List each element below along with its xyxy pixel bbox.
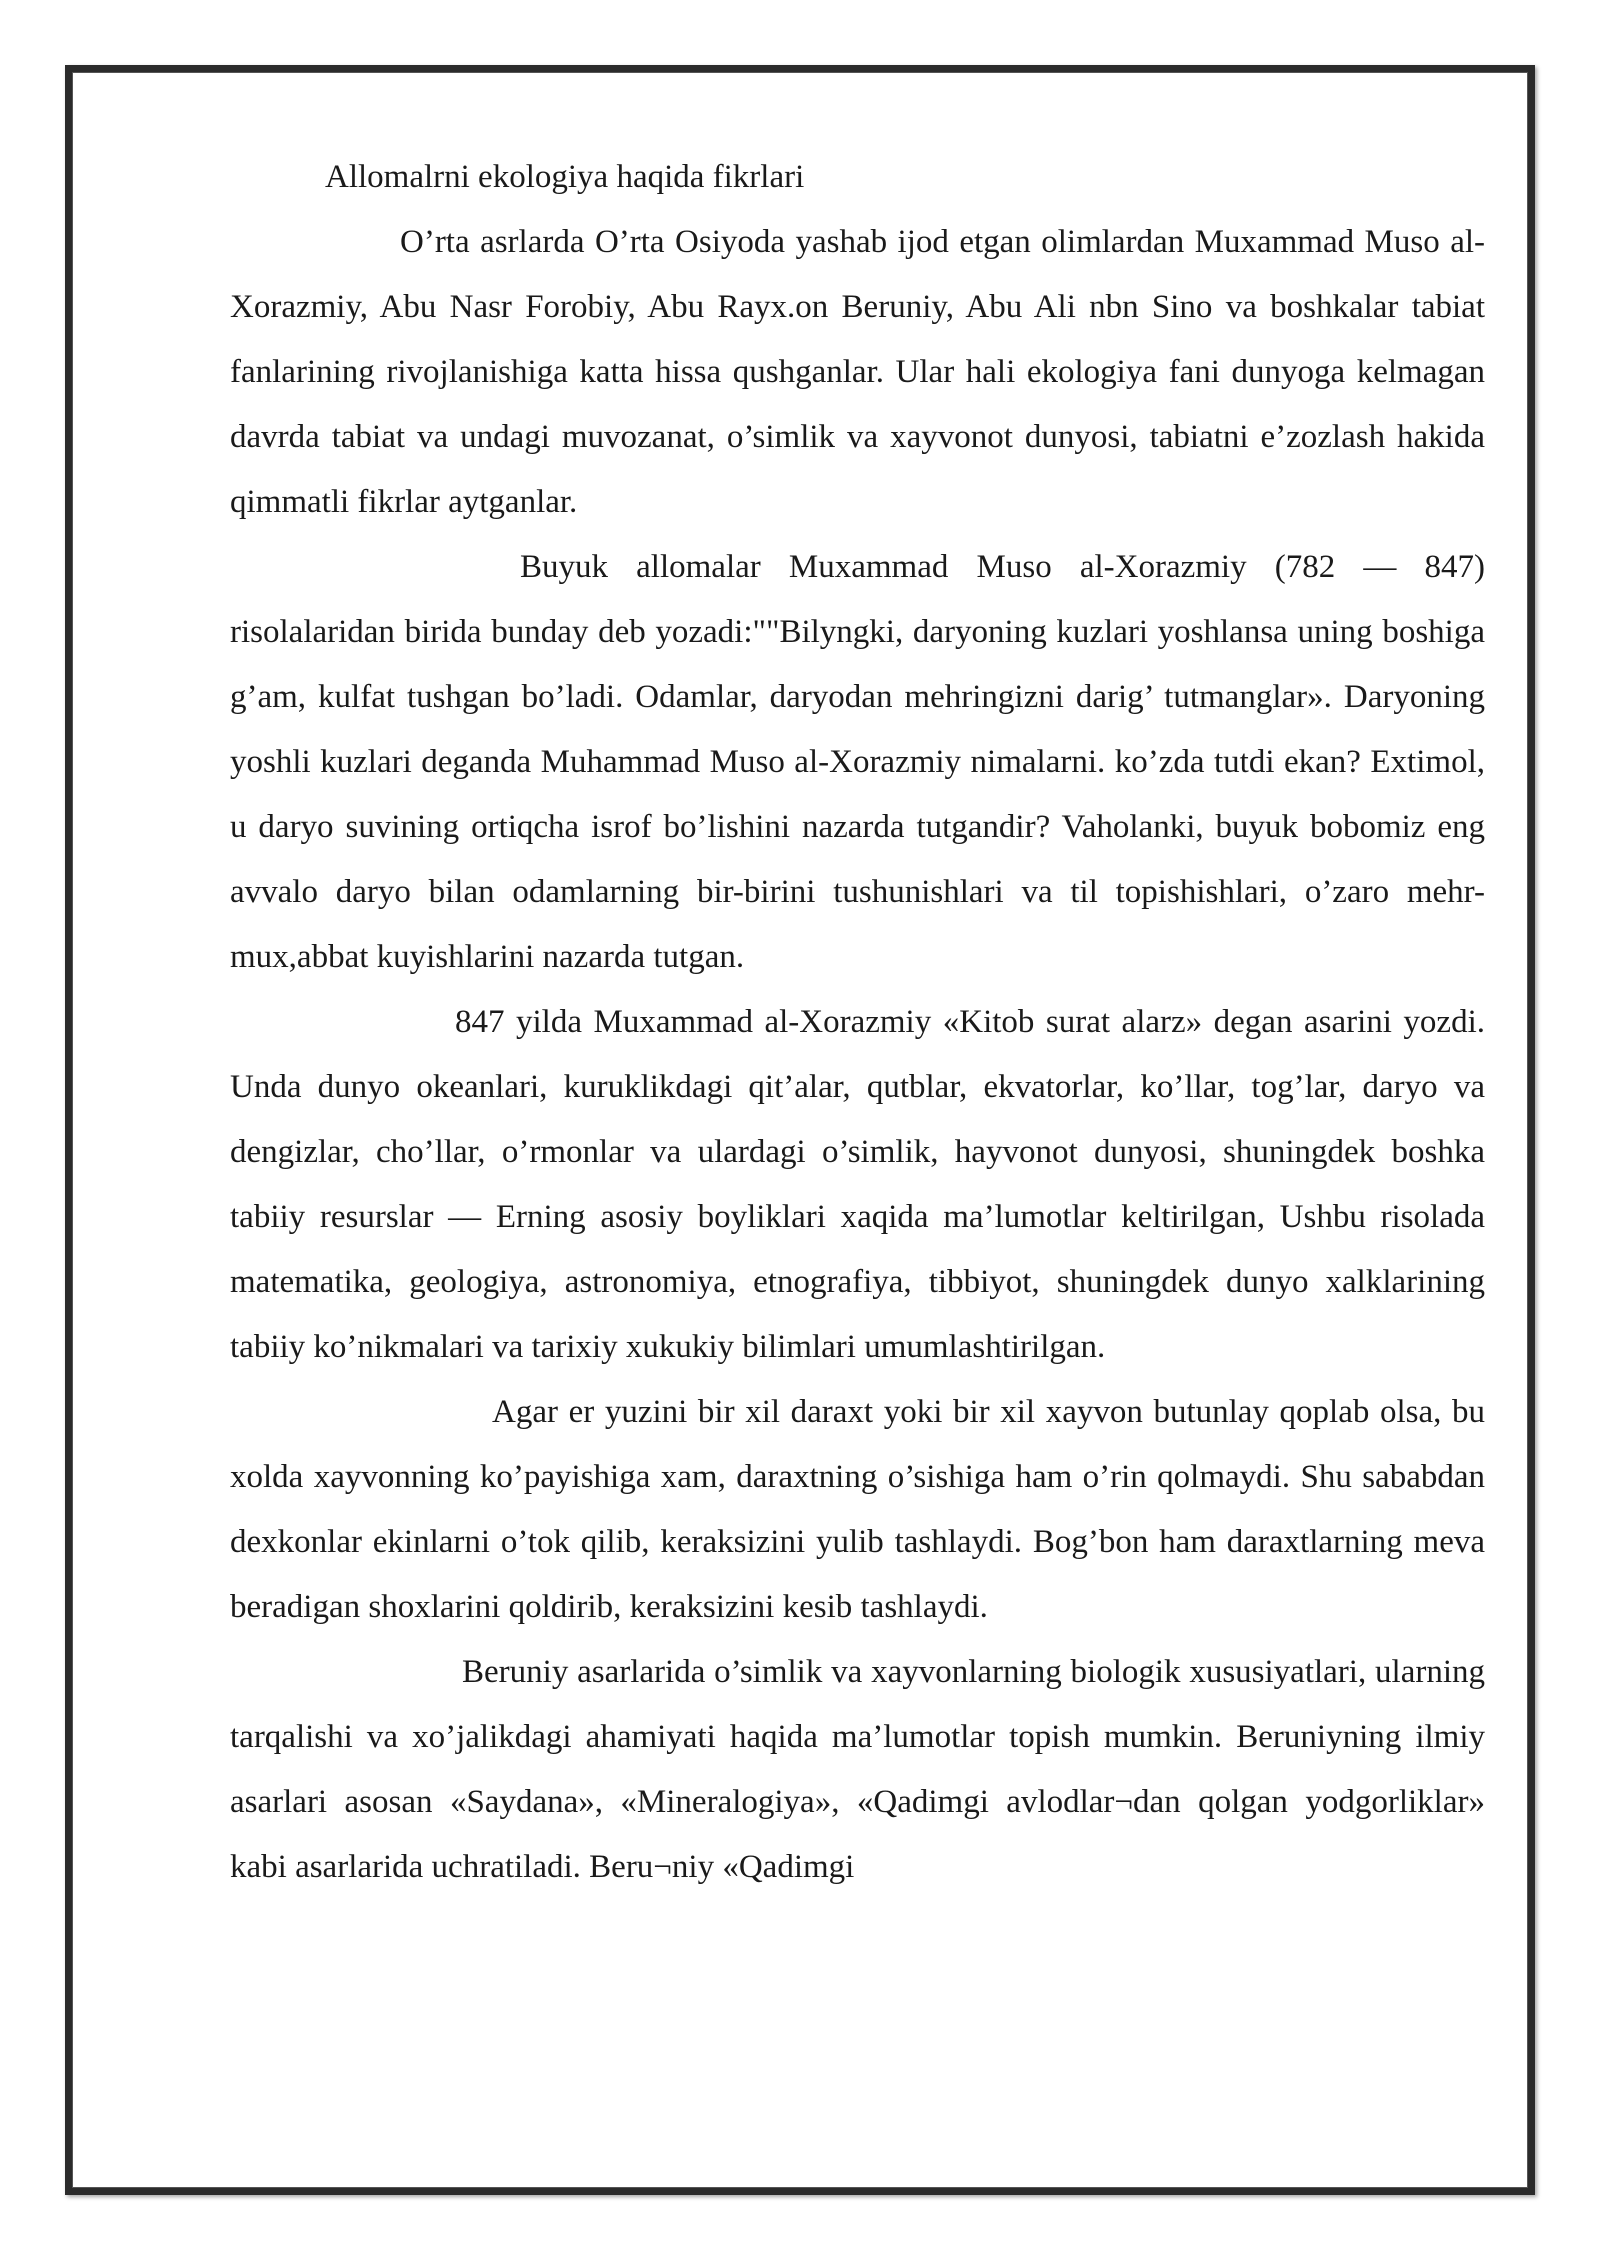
paragraph-1: O’rta asrlarda O’rta Osiyoda yashab ijod etgan olimlardan Muxammad Muso al-Xorazmiy, Abu Nasr Forobiy, Abu Rayx.on Beruniy, Abu Ali nbn Sino va boshkalar tabiat fanlarining rivojlanishiga katta hissa qushganlar. Ular hali ekologiya fani dunyoga kelmagan davrda tabiat va undagi muvozanat, o’simlik va xayvonot dunyosi, tabiatni e’zozlash hakida qimmatli fikrlar aytganlar. (230, 224, 1485, 520)
document-body (230, 145, 1485, 1900)
paragraph-2: Buyuk allomalar Muxammad Muso al-Xorazmiy (782 — 847) risolalaridan birida bunday deb yozadi:""Bilyngki, daryoning kuzlari yoshlansa uning boshiga g’am, kulfat tushgan bo’ladi. Odamlar, daryodan mehringizni darig’ tutmanglar». Daryoning yoshli kuzlari deganda Muhammad Muso al-Xorazmiy nimalarni. ko’zda tutdi ekan? Extimol, u daryo suvining ortiqcha isrof bo’lishini nazarda tutgandir? Vaholanki, buyuk bobomiz eng avvalo daryo bilan odamlarning bir-birini tushunishlari va til topishishlari, o’zaro mehr-mux,abbat kuyishlarini nazarda tutgan. (230, 549, 1485, 975)
document-title: Allomalrni ekologiya haqida fikrlari (325, 159, 805, 195)
paragraph-3: 847 yilda Muxammad al-Xorazmiy «Kitob surat alarz» degan asarini yozdi. Unda dunyo okeanlari, kuruklikdagi qit’alar, qutblar, ekvatorlar, ko’llar, tog’lar, daryo va dengizlar, cho’llar, o’rmonlar va ulardagi o’simlik, hayvonot dunyosi, shuningdek boshka tabiiy resurslar — Erning asosiy boyliklari xaqida ma’lumotlar keltirilgan, Ushbu risolada matematika, geologiya, astronomiya, etnografiya, tibbiyot, shuningdek dunyo xalklarining tabiiy ko’nikmalari va tarixiy xukukiy bilimlari umumlashtirilgan. (230, 1004, 1485, 1365)
paragraph-4: Agar er yuzini bir xil daraxt yoki bir xil xayvon butunlay qoplab olsa, bu xolda xayvonning ko’payishiga xam, daraxtning o’sishiga ham o’rin qolmaydi. Shu sababdan dexkonlar ekinlarni o’tok qilib, keraksizini yulib tashlaydi. Bog’bon ham daraxtlarning meva beradigan shoxlarini qoldirib, keraksizini kesib tashlaydi. (230, 1394, 1485, 1625)
paragraph-5: Beruniy asarlarida o’simlik va xayvonlarning biologik xususiyatlari, ularning tarqalishi va xo’jalikdagi ahamiyati haqida ma’lumotlar topish mumkin. Beruniyning ilmiy asarlari asosan «Saydana», «Mineralogiya», «Qadimgi avlodlar¬dan qolgan yodgorliklar» kabi asarlarida uchratiladi. Beru¬niy «Qadimgi (230, 1654, 1485, 1885)
